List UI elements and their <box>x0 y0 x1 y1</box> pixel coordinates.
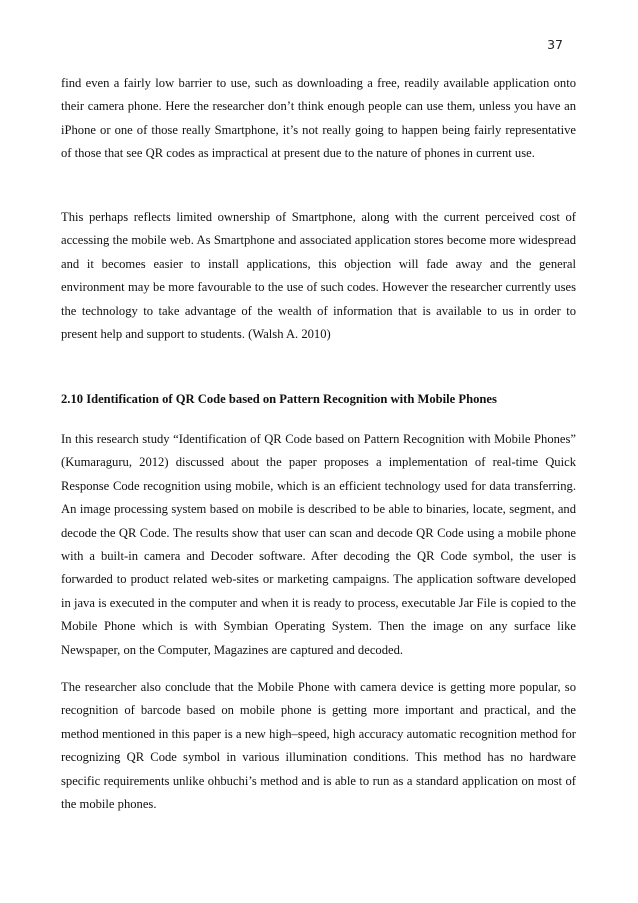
paragraph-researcher-conclusion: The researcher also conclude that the Mobile Phone with camera device is getting more popular, so recognition of barcode based on mobile phone is getting more important and practical, and the method mentioned in this paper is a new high–speed, high accuracy automatic recognition method for recognizing QR Code symbol in various illumination conditions. This method has no hardware specific requirements unlike ohbuchi’s method and is able to run as a standard application on most of the mobile phones. <box>61 680 576 812</box>
paragraph-smartphone-ownership: This perhaps reflects limited ownership of Smartphone, along with the current perceived cost of accessing the mobile web. As Smartphone and associated application stores become more widespread and it becomes easier to install applications, this objection will fade away and the general environment may be more favourable to the use of such codes. However the researcher currently uses the technology to take advantage of the wealth of information that is available to us in order to present help and support to students. (Walsh A. 2010) <box>61 210 576 342</box>
paragraph-research-study: In this research study “Identification of QR Code based on Pattern Recognition with Mobile Phones” (Kumaraguru, 2012) discussed about the paper proposes a implementation of real-time Quick Response Code recognition using mobile, which is an efficient technology used for data transferring. An image processing system based on mobile is described to be able to binaries, locate, segment, and decode the QR Code. The results show that user can scan and decode QR Code using a mobile phone with a built-in camera and Decoder software. After decoding the QR Code symbol, the user is forwarded to product related web-sites or marketing campaigns. The application software developed in java is executed in the computer and when it is ready to process, executable Jar File is copied to the Mobile Phone which is with Symbian Operating System. Then the image on any surface like Newspaper, on the Computer, Magazines are captured and decoded. <box>61 432 576 657</box>
section-heading: 2.10 Identification of QR Code based on Pattern Recognition with Mobile Phones <box>61 392 497 406</box>
page-number: 37 <box>547 37 563 52</box>
paragraph-barrier-to-use: find even a fairly low barrier to use, such as downloading a free, readily available application onto their camera phone. Here the researcher don’t think enough people can use them, unless you have an iPhone or one of those really Smartphone, it’s not really going to happen being fairly representative of those that see QR codes as impractical at present due to the nature of phones in current use. <box>61 76 576 161</box>
